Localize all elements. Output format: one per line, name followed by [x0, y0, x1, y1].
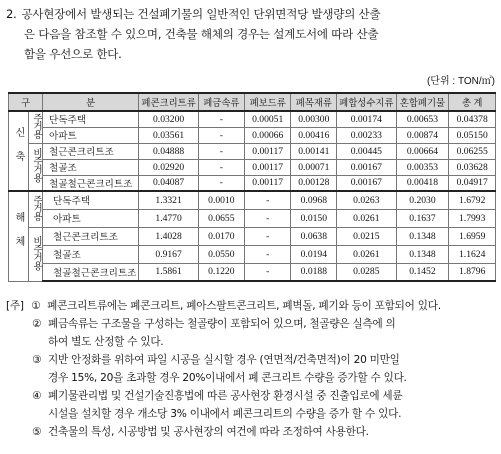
value-cell: -	[244, 209, 291, 227]
note-marker: ③	[32, 354, 42, 366]
header-row	[9, 93, 496, 111]
intro-line	[6, 4, 496, 24]
col-header: 폐합성수지류	[337, 93, 396, 111]
value-cell: 0.00874	[396, 127, 449, 143]
group-label-text: 주거용	[31, 113, 41, 139]
value-cell: 1.5861	[139, 263, 198, 281]
value-cell: 0.0968	[291, 191, 337, 209]
value-cell: 0.00128	[291, 175, 337, 191]
note-text: 폐콘크리트류에는 폐콘크리트, 폐아스팔트콘크리트, 폐벽돌, 폐기와 등이 포함되어 있다.	[47, 300, 441, 312]
value-cell: 0.0285	[337, 263, 396, 281]
value-cell: 0.0261	[337, 245, 396, 263]
value-cell: 0.05150	[449, 127, 496, 143]
col-header: 폐콘크리트류	[139, 93, 198, 111]
value-cell: 1.3321	[139, 191, 198, 209]
value-cell: 0.00664	[396, 143, 449, 159]
note-marker: ④	[32, 390, 42, 402]
building-type-cell: 철근콘크리트조	[43, 143, 139, 159]
value-cell: -	[198, 127, 244, 143]
value-cell: 0.1637	[396, 209, 449, 227]
value-cell: 0.00117	[244, 159, 291, 175]
value-cell: 0.00117	[244, 143, 291, 159]
value-cell: 0.00300	[291, 111, 337, 127]
note-item	[6, 351, 496, 369]
table-row	[9, 111, 496, 127]
value-cell: 0.04087	[139, 175, 198, 191]
note-marker: ⑤	[32, 426, 42, 438]
value-cell: 1.8796	[449, 263, 496, 281]
value-cell: 0.9167	[139, 245, 198, 263]
note-continuation: 시설을 설치할 경우 개소당 3% 이내에서 폐콘크리트의 수량을 증가 할 수 있다.	[48, 408, 402, 420]
building-type-cell: 철골조	[43, 245, 139, 263]
building-type-cell: 철골철근콘크리트조	[43, 175, 139, 191]
value-cell: 0.0263	[337, 191, 396, 209]
value-cell: 0.0550	[198, 245, 244, 263]
value-cell: 0.0150	[291, 209, 337, 227]
item-number: 2.	[6, 7, 17, 21]
value-cell: 0.04888	[139, 143, 198, 159]
col-header: 총 계	[449, 93, 496, 111]
value-cell: -	[198, 111, 244, 127]
table-row	[9, 227, 496, 245]
note-text: 폐금속류는 구조물을 구성하는 철골량이 포함되어 있으며, 철골량은 실측에 의	[48, 318, 396, 330]
group-label-text: 비주거용	[31, 148, 41, 183]
value-cell: 0.06255	[449, 143, 496, 159]
group-label	[29, 111, 43, 143]
value-cell: 0.03200	[139, 111, 198, 127]
value-cell: 0.00445	[337, 143, 396, 159]
building-type-cell: 철근콘크리트조	[43, 227, 139, 245]
group-label-text: 비주거용	[31, 235, 41, 270]
value-cell: 0.04378	[449, 111, 496, 127]
value-cell: 0.00174	[337, 111, 396, 127]
note-text: 건축물의 특성, 시공방법 및 공사현장의 여건에 따라 조정하여 사용한다.	[48, 426, 369, 438]
note-marker: ②	[32, 318, 42, 330]
intro-line: 함을 우선으로 한다.	[24, 47, 122, 61]
notes-block	[6, 297, 496, 441]
value-cell: 0.0188	[291, 263, 337, 281]
value-cell: 0.00141	[291, 143, 337, 159]
value-cell: 0.00167	[337, 175, 396, 191]
value-cell: 0.00167	[337, 159, 396, 175]
value-cell: 1.6792	[449, 191, 496, 209]
group-label	[29, 143, 43, 191]
note-item	[6, 315, 496, 333]
value-cell: 0.02920	[139, 159, 198, 175]
note-item	[6, 423, 496, 441]
value-cell: 0.0215	[337, 227, 396, 245]
table-row	[9, 263, 496, 281]
value-cell: 0.00117	[244, 175, 291, 191]
value-cell: -	[244, 245, 291, 263]
value-cell: 0.1452	[396, 263, 449, 281]
value-cell: 1.1624	[449, 245, 496, 263]
value-cell: 0.0638	[291, 227, 337, 245]
value-cell: -	[198, 159, 244, 175]
value-cell: 0.00653	[396, 111, 449, 127]
value-cell: 0.03628	[449, 159, 496, 175]
value-cell: 0.0261	[337, 209, 396, 227]
value-cell: 1.7993	[449, 209, 496, 227]
value-cell: -	[198, 143, 244, 159]
col-header: 폐금속류	[198, 93, 244, 111]
value-cell: 1.6959	[449, 227, 496, 245]
section-label: 해체	[9, 191, 29, 281]
note-continuation: 경우 15%, 20을 초과할 경우 20%이내에서 폐 콘크리트 수량을 증가할 수 있다.	[48, 372, 407, 384]
building-type-cell: 아파트	[43, 127, 139, 143]
value-cell: 0.00418	[396, 175, 449, 191]
section-label: 신축	[9, 111, 29, 191]
value-cell: 0.00051	[244, 111, 291, 127]
value-cell: 0.0655	[198, 209, 244, 227]
value-cell: 0.2030	[396, 191, 449, 209]
group-label-text: 주거용	[31, 195, 41, 221]
value-cell: 1.4028	[139, 227, 198, 245]
table-row	[9, 245, 496, 263]
col-header: 폐보드류	[244, 93, 291, 111]
table-row	[9, 127, 496, 143]
col-header: 분	[43, 93, 139, 111]
value-cell: 0.1348	[396, 227, 449, 245]
table-row	[9, 191, 496, 209]
col-header: 폐목재류	[291, 93, 337, 111]
value-cell: -	[244, 227, 291, 245]
building-type-cell: 아파트	[43, 209, 139, 227]
waste-generation-table	[8, 92, 496, 282]
value-cell: 0.00071	[291, 159, 337, 175]
value-cell: 0.1220	[198, 263, 244, 281]
intro-text: 공사현장에서 발생되는 건설폐기물의 일반적인 단위면적당 발생량의 산출	[21, 7, 381, 21]
notes-tag: [주]	[6, 300, 24, 312]
value-cell: 0.0194	[291, 245, 337, 263]
value-cell: 1.4770	[139, 209, 198, 227]
value-cell: 0.0010	[198, 191, 244, 209]
col-header: 구	[9, 93, 43, 111]
col-header: 혼합폐기물	[396, 93, 449, 111]
value-cell: 0.1348	[396, 245, 449, 263]
note-item	[6, 297, 496, 315]
section-new-construction	[9, 111, 496, 191]
value-cell: 0.00233	[337, 127, 396, 143]
section-demolition	[9, 191, 496, 281]
value-cell: 0.0170	[198, 227, 244, 245]
value-cell: -	[198, 175, 244, 191]
note-marker: ①	[31, 300, 41, 312]
value-cell: 0.00353	[396, 159, 449, 175]
building-type-cell: 단독주택	[43, 111, 139, 127]
note-text: 지반 안정화를 위하여 파일 시공을 실시할 경우 (연면적/건축면적)이 20 미만일	[48, 354, 400, 366]
building-type-cell: 단독주택	[43, 191, 139, 209]
value-cell: -	[244, 263, 291, 281]
value-cell: 0.04917	[449, 175, 496, 191]
table-row	[9, 159, 496, 175]
intro-line: 은 다음을 참조할 수 있으며, 건축물 해체의 경우는 설계도서에 따라 산출	[24, 27, 379, 41]
unit-label: (단위 : TON/㎡)	[426, 76, 495, 87]
note-text: 폐기물관리법 및 건설기술진흥법에 따른 공사현장 환경시설 중 진출입로에 세륜	[48, 390, 403, 402]
value-cell: 0.00066	[244, 127, 291, 143]
building-type-cell: 철골철근콘크리트조	[43, 263, 139, 281]
value-cell: -	[244, 191, 291, 209]
note-item	[6, 387, 496, 405]
table-row	[9, 209, 496, 227]
table-row	[9, 175, 496, 191]
group-label	[29, 191, 43, 227]
group-label	[29, 227, 43, 281]
note-continuation: 하여 별도 산정할 수 있다.	[48, 336, 164, 348]
value-cell: 0.03561	[139, 127, 198, 143]
building-type-cell: 철골조	[43, 159, 139, 175]
value-cell: 0.00416	[291, 127, 337, 143]
intro-paragraph	[6, 4, 496, 64]
table-row	[9, 143, 496, 159]
